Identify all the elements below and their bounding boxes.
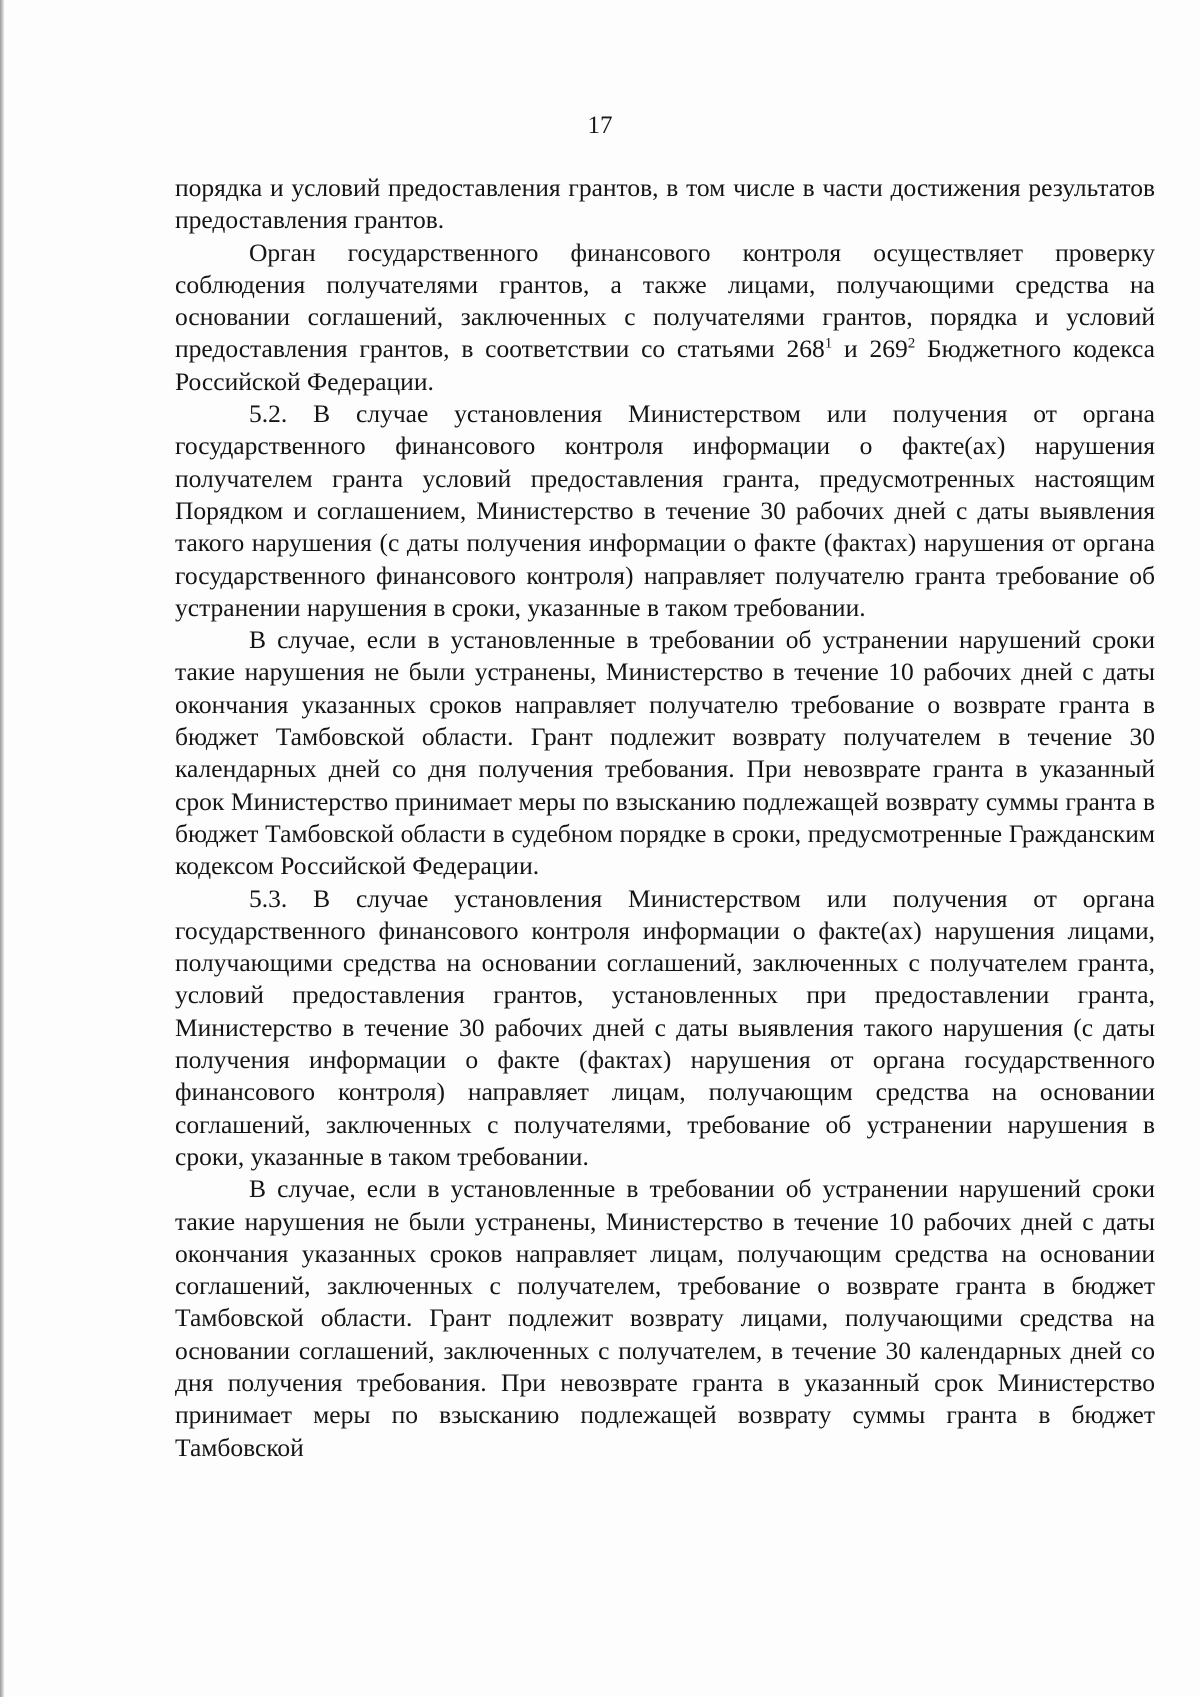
paragraph-text: и 269 — [832, 334, 908, 364]
document-body — [175, 172, 1155, 1464]
paragraph-text: Бюджетного кодекса Российской Федерации. — [175, 334, 1155, 396]
superscript-1: 1 — [824, 335, 833, 352]
paragraph-state-control — [175, 237, 1155, 398]
page-number: 17 — [587, 112, 613, 139]
paragraph-clause-5-3-return: В случае, если в установленные в требовании об устранении нарушений сроки такие нарушения не были устранены, Министерство в течение 10 рабочих дней с даты окончания указанных сроков направляет лицам, получающим средства на основании соглашений, заключенных с получателем, требование о возврате гранта в бюджет Тамбовской области. Грант подлежит возврату лицами, получающими средства на основании соглашений, заключенных с получателем, в течение 30 календарных дней со дня получения требования. При невозврате гранта в указанный срок Министерство принимает меры по взысканию подлежащей возврату суммы гранта в бюджет Тамбовской — [175, 1174, 1155, 1462]
scan-edge-shadow — [0, 0, 4, 1697]
superscript-2: 2 — [907, 335, 916, 352]
paragraph-continuation: порядка и условий предоставления грантов, в том числе в части достижения результатов предоставления грантов. — [175, 173, 1155, 235]
paragraph-clause-5-3: 5.3. В случае установления Министерством или получения от органа государственного финансового контроля информации о факте(ах) нарушения лицами, получающими средства на основании соглашений, заключенных с получателем гранта, условий предоставления грантов, установленных при предоставлении гранта, Министерство в течение 30 рабочих дней с даты выявления такого нарушения (с даты получения информации о факте (фактах) нарушения от органа государственного финансового контроля) направляет лицам, получающим средства на основании соглашений, заключенных с получателями, требование об устранении нарушения в сроки, указанные в таком требовании. — [175, 883, 1155, 1171]
paragraph-clause-5-2: 5.2. В случае установления Министерством или получения от органа государственного финансового контроля информации о факте(ах) нарушения получателем гранта условий предоставления гранта, предусмотренных настоящим Порядком и соглашением, Министерство в течение 30 рабочих дней с даты выявления такого нарушения (с даты получения информации о факте (фактах) нарушения от органа государственного финансового контроля) направляет получателю гранта требование об устранении нарушения в сроки, указанные в таком требовании. — [175, 399, 1155, 622]
paragraph-text: Орган государственного финансового контроля осуществляет проверку соблюдения получателями грантов, а также лицами, получающими средства на основании соглашений, заключенных с получателями грантов, порядка и условий предоставления грантов, в соответствии со статьями 268 — [175, 237, 1155, 364]
paragraph-clause-5-2-return: В случае, если в установленные в требовании об устранении нарушений сроки такие нарушения не были устранены, Министерство в течение 10 рабочих дней с даты окончания указанных сроков направляет получателю требование о возврате гранта в бюджет Тамбовской области. Грант подлежит возврату получателем в течение 30 календарных дней со дня получения требования. При невозврате гранта в указанный срок Министерство принимает меры по взысканию подлежащей возврату суммы гранта в бюджет Тамбовской области в судебном порядке в сроки, предусмотренные Гражданским кодексом Российской Федерации. — [175, 625, 1155, 881]
